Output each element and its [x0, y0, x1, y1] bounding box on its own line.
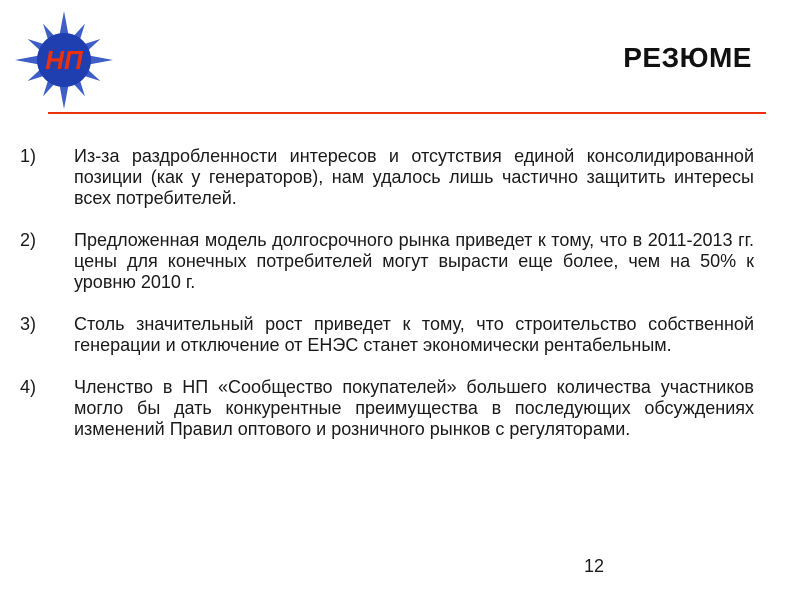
item-text: Предложенная модель долгосрочного рынка приведет к тому, что в 2011-2013 гг. цены для конечных потребителей могут вырасти еще более, чем на 50% к уровню 2010 г. [74, 230, 754, 292]
star-ray [88, 55, 113, 65]
logo-text: НП [45, 45, 83, 75]
np-logo [14, 10, 114, 110]
list-item [20, 314, 754, 356]
star-ray [59, 11, 69, 36]
star-ray [15, 55, 40, 65]
item-text: Из-за раздробленности интересов и отсутствия единой консолидированной позиции (как у генераторов), нам удалось лишь частично защитить интересы всех потребителей. [74, 146, 754, 208]
item-number: 1) [20, 146, 37, 166]
list-item [20, 146, 754, 209]
page-title: РЕЗЮМЕ [623, 42, 752, 73]
item-text: Членство в НП «Сообщество покупателей» большего количества участников могло бы дать конкурентные преимущества в последующих обсуждениях изменений Правил оптового и розничного рынков с регуляторами. [74, 377, 754, 439]
list-item [20, 377, 754, 440]
list-item [20, 230, 754, 293]
item-number: 3) [20, 314, 37, 334]
summary-list [20, 146, 754, 461]
item-number: 2) [20, 230, 37, 250]
star-logo-icon [14, 10, 114, 110]
title-divider [48, 112, 766, 114]
page-number: 12 [583, 556, 604, 576]
item-number: 4) [20, 377, 37, 397]
star-ray [59, 84, 69, 109]
item-text: Столь значительный рост приведет к тому, что строительство собственной генерации и отключение от ЕНЭС станет экономически рентабельным. [74, 314, 754, 355]
